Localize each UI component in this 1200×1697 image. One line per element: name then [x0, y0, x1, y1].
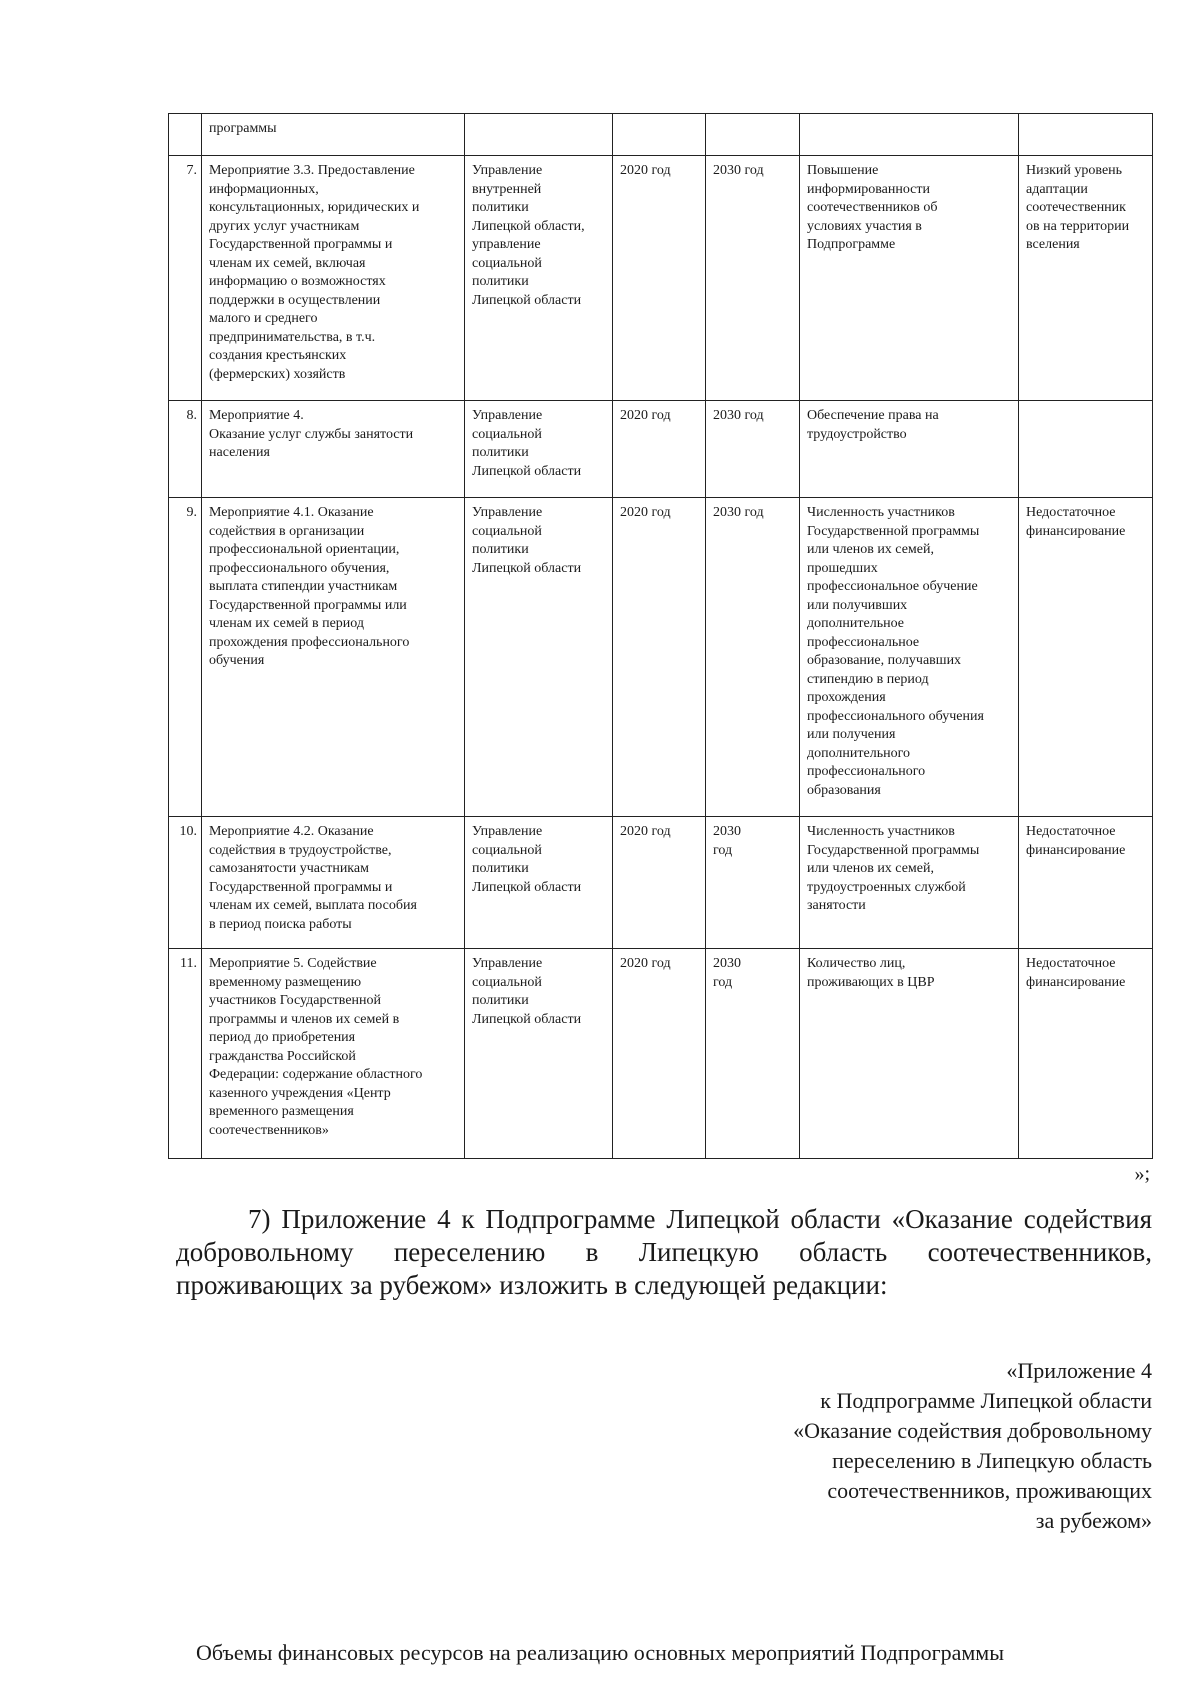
- start-year-cell: [613, 114, 706, 156]
- result-cell: [800, 114, 1019, 156]
- row-number: 11.: [169, 949, 202, 1159]
- end-year-cell: 2030 год: [706, 401, 800, 498]
- measure-cell: Мероприятие 4. Оказание услуг службы занятости населения: [202, 401, 465, 498]
- appendix-line: переселению в Липецкую область: [832, 1448, 1152, 1473]
- table-row: [169, 114, 1153, 156]
- start-year-cell: 2020 год: [613, 498, 706, 817]
- risk-cell: Низкий уровень адаптации соотечественник ов на территории вселения: [1019, 156, 1153, 401]
- executor-cell: Управление социальной политики Липецкой области: [465, 401, 613, 498]
- executor-cell: Управление социальной политики Липецкой области: [465, 949, 613, 1159]
- result-cell: Повышение информированности соотечественников об условиях участия в Подпрограмме: [800, 156, 1019, 401]
- end-year-cell: 2030 год: [706, 156, 800, 401]
- appendix-line: «Приложение 4: [1006, 1358, 1152, 1383]
- executor-cell: Управление социальной политики Липецкой области: [465, 498, 613, 817]
- start-year-cell: 2020 год: [613, 949, 706, 1159]
- amendment-text: 7) Приложение 4 к Подпрограмме Липецкой области «Оказание содействия добровольному переселению в Липецкую область соотечественников, проживающих за рубежом» изложить в следующей редакции:: [176, 1204, 1152, 1300]
- end-year-cell: 2030 год: [706, 817, 800, 949]
- amendment-paragraph: [176, 1203, 1152, 1302]
- executor-cell: Управление внутренней политики Липецкой области, управление социальной политики Липецкой области: [465, 156, 613, 401]
- end-year-cell: 2030 год: [706, 949, 800, 1159]
- executor-cell: [465, 114, 613, 156]
- row-number: 9.: [169, 498, 202, 817]
- row-number: 10.: [169, 817, 202, 949]
- risk-cell: Недостаточное финансирование: [1019, 949, 1153, 1159]
- row-number: 8.: [169, 401, 202, 498]
- appendix-header: [632, 1356, 1152, 1536]
- end-year-cell: [706, 114, 800, 156]
- row-number: 7.: [169, 156, 202, 401]
- table-row: [169, 156, 1153, 401]
- measure-cell: программы: [202, 114, 465, 156]
- table-closing-mark: »;: [1134, 1163, 1150, 1185]
- start-year-cell: 2020 год: [613, 156, 706, 401]
- table-row: [169, 949, 1153, 1159]
- risk-cell: [1019, 114, 1153, 156]
- end-year-cell: 2030 год: [706, 498, 800, 817]
- risk-cell: Недостаточное финансирование: [1019, 498, 1153, 817]
- row-number: [169, 114, 202, 156]
- result-cell: Количество лиц, проживающих в ЦВР: [800, 949, 1019, 1159]
- section-title: Объемы финансовых ресурсов на реализацию основных мероприятий Подпрограммы: [196, 1640, 1004, 1665]
- appendix-line: к Подпрограмме Липецкой области: [820, 1388, 1152, 1413]
- appendix-line: соотечественников, проживающих: [827, 1478, 1152, 1503]
- appendix-line: «Оказание содействия добровольному: [793, 1418, 1152, 1443]
- table-row: [169, 498, 1153, 817]
- measure-cell: Мероприятие 4.1. Оказание содействия в организации профессиональной ориентации, профессионального обучения, выплата стипендии участникам Государственной программы или членам их семей в период прохождения профессионального обучения: [202, 498, 465, 817]
- risk-cell: [1019, 401, 1153, 498]
- start-year-cell: 2020 год: [613, 817, 706, 949]
- result-cell: Численность участников Государственной программы или членов их семей, прошедших профессиональное обучение или получивших дополнительное профессиональное образование, получавших стипендию в период прохождения профессионального обучения или получения дополнительного профессионального образования: [800, 498, 1019, 817]
- measure-cell: Мероприятие 5. Содействие временному размещению участников Государственной программы и членов их семей в период до приобретения гражданства Российской Федерации: содержание областного казенного учреждения «Центр временного размещения соотечественников»: [202, 949, 465, 1159]
- result-cell: Обеспечение права на трудоустройство: [800, 401, 1019, 498]
- table-row: [169, 401, 1153, 498]
- result-cell: Численность участников Государственной программы или членов их семей, трудоустроенных службой занятости: [800, 817, 1019, 949]
- start-year-cell: 2020 год: [613, 401, 706, 498]
- executor-cell: Управление социальной политики Липецкой области: [465, 817, 613, 949]
- table-row: [169, 817, 1153, 949]
- risk-cell: Недостаточное финансирование: [1019, 817, 1153, 949]
- measures-table: [168, 113, 1153, 1159]
- measure-cell: Мероприятие 3.3. Предоставление информационных, консультационных, юридических и других услуг участникам Государственной программы и членам их семей, включая информацию о возможностях поддержки в осуществлении малого и среднего предпринимательства, в т.ч. создания крестьянских (фермерских) хозяйств: [202, 156, 465, 401]
- measure-cell: Мероприятие 4.2. Оказание содействия в трудоустройстве, самозанятости участникам Государственной программы и членам их семей, выплата пособия в период поиска работы: [202, 817, 465, 949]
- appendix-line: за рубежом»: [1035, 1508, 1152, 1533]
